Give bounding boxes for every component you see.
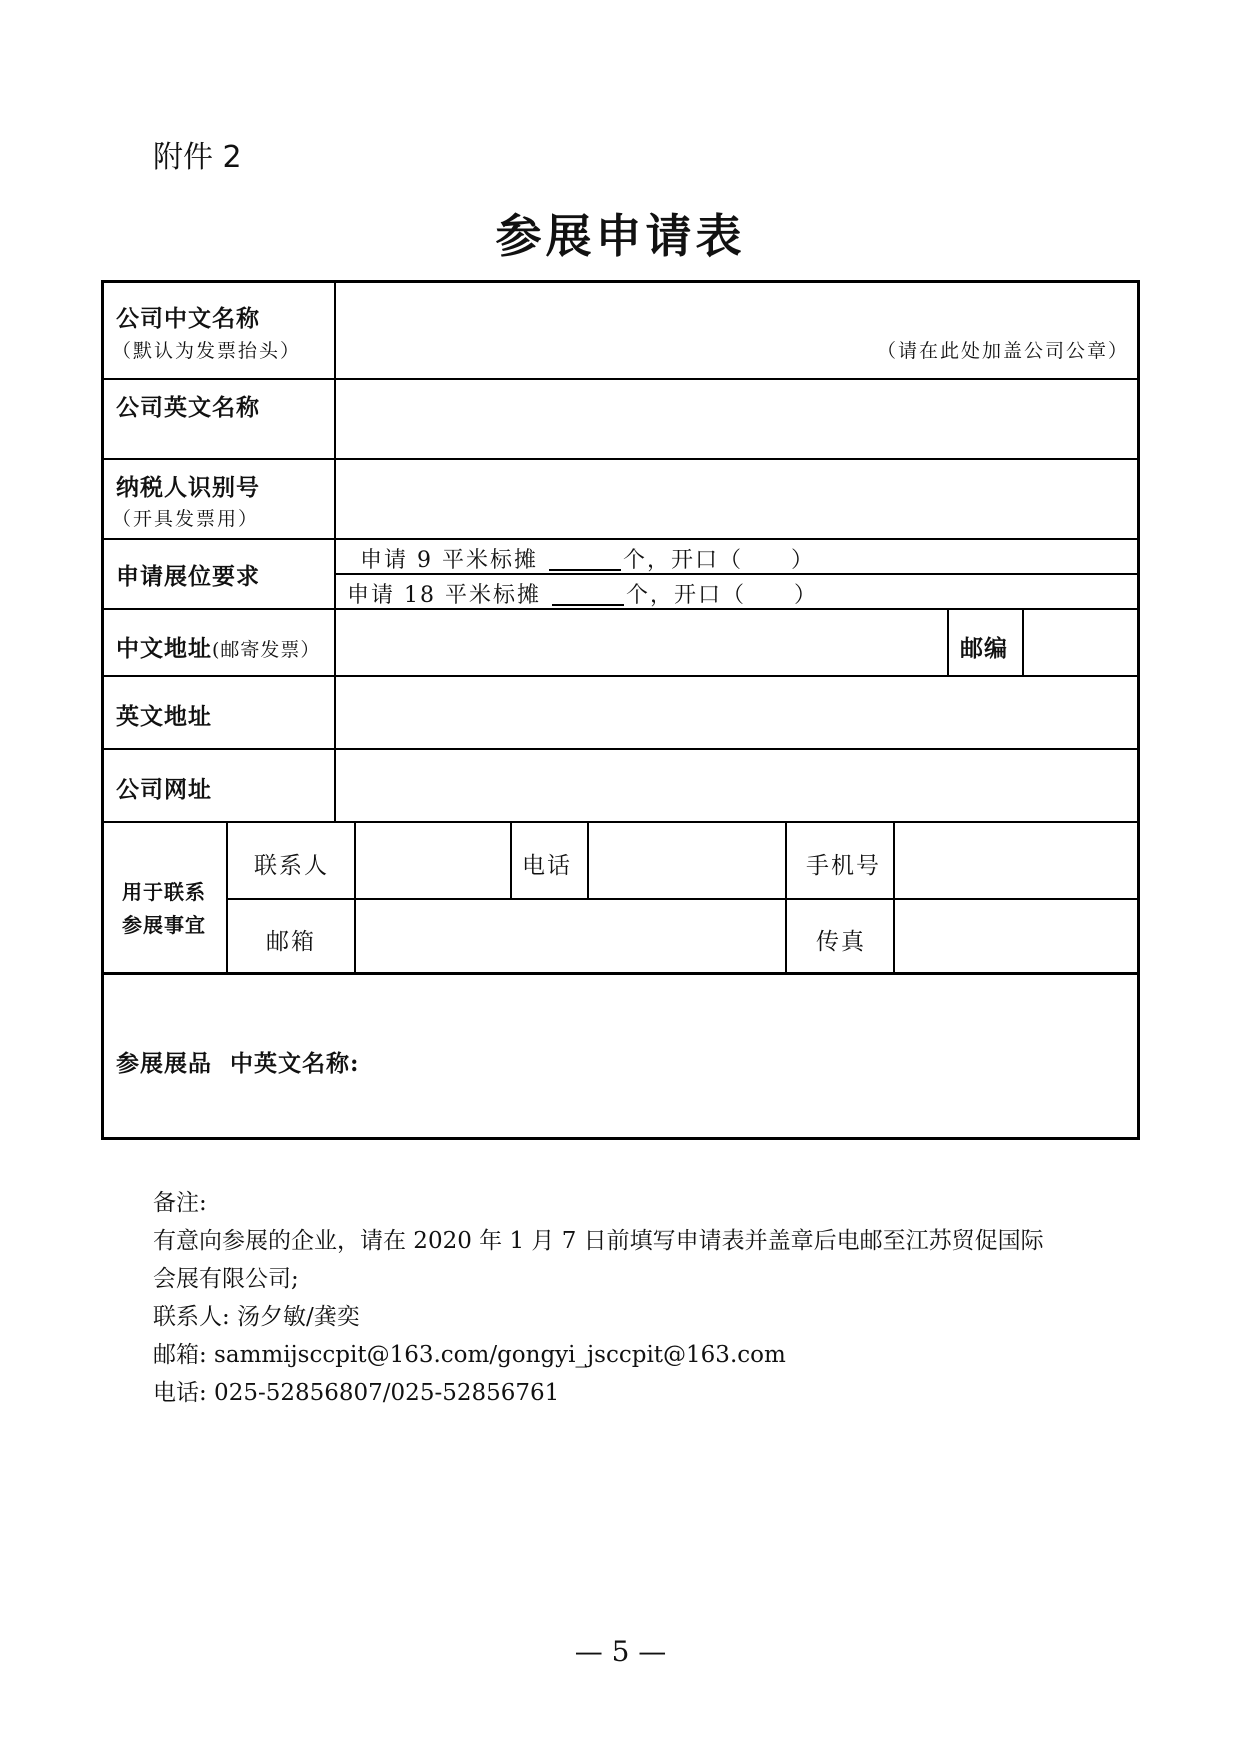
booth-9-close: ） [791,548,816,573]
row-divider [104,972,1137,975]
cn-address-input[interactable] [338,612,943,671]
row-divider [104,458,1137,460]
booth-option-18 [347,578,818,609]
row-divider [104,748,1137,750]
page-title: 参展申请表 [495,209,746,263]
email-input[interactable] [358,902,781,968]
booth-18-close: ） [794,583,819,608]
notes-line-2: 会展有限公司; [153,1266,299,1292]
contact-col-divider [354,821,356,972]
stamp-note: （请在此处加盖公司公章） [876,340,1129,362]
notes-phone: 电话: 025-52856807/025-52856761 [153,1380,560,1406]
booth-option-9 [360,543,815,574]
postcode-divider-left [947,608,949,675]
tax-id-input[interactable] [338,462,1133,534]
booth-9-unit: 个，开口（ [622,548,743,573]
notes-email: 邮箱: sammijsccpit@163.com/gongyi_jsccpit@163.com [153,1342,786,1368]
row-divider [104,821,1137,823]
cn-address-label: 中文地址 [116,635,212,662]
phone-input[interactable] [591,825,781,894]
booth-label: 申请展位要求 [116,563,260,590]
email-label: 邮箱 [266,929,316,955]
page-number: — 5 — [574,1635,667,1668]
cn-address-label-group [116,630,320,663]
notes-line-1: 有意向参展的企业，请在 2020 年 1 月 7 日前填写申请表并盖章后电邮至江苏贸促国际 [153,1228,1044,1254]
label-column-divider [334,283,336,821]
exhibits-label: 参展展品 中英文名称: [116,1050,360,1077]
contact-col-divider [893,821,895,972]
postcode-label: 邮编 [960,635,1008,662]
en-name-input[interactable] [338,382,1133,454]
row-divider [104,538,1137,540]
contact-person-input[interactable] [358,825,506,894]
fax-input[interactable] [897,902,1133,968]
contact-col-divider [587,821,589,898]
en-name-label: 公司英文名称 [116,394,260,421]
exhibits-input[interactable] [364,977,1133,1132]
website-input[interactable] [338,752,1133,817]
fax-label: 传真 [816,929,866,955]
application-form [101,280,1140,1140]
booth-9-prefix: 申请 9 平米标摊 [360,548,538,573]
booth-9-count-input[interactable] [549,549,621,571]
contact-group-divider [226,821,228,972]
postcode-input[interactable] [1026,612,1134,671]
en-address-label: 英文地址 [116,703,212,730]
row-divider [104,675,1137,677]
contact-person-label: 联系人 [254,853,329,879]
row-divider [104,378,1137,380]
website-label: 公司网址 [116,776,212,803]
contact-group-label-1: 用于联系 [122,880,206,904]
contact-col-divider [785,821,787,972]
booth-18-count-input[interactable] [552,584,624,606]
notes-contact: 联系人: 汤夕敏/龚奕 [153,1304,360,1330]
en-address-input[interactable] [338,679,1133,744]
cn-name-label: 公司中文名称 [116,305,260,332]
phone-label: 电话 [522,853,572,879]
cn-address-sublabel: (邮寄发票） [212,639,321,661]
attachment-label: 附件 2 [153,140,242,175]
cn-name-input[interactable] [338,285,1133,329]
tax-id-label: 纳税人识别号 [116,474,260,501]
cn-name-sublabel: （默认为发票抬头） [112,340,302,362]
contact-row-divider [226,898,1137,900]
contact-group-label-2: 参展事宜 [122,913,206,937]
booth-18-prefix: 申请 18 平米标摊 [347,583,541,608]
contact-col-divider [510,821,512,898]
postcode-divider-right [1022,608,1024,675]
mobile-input[interactable] [897,825,1133,894]
tax-id-sublabel: （开具发票用） [112,508,260,530]
booth-18-unit: 个，开口（ [625,583,746,608]
mobile-label: 手机号 [806,853,881,879]
notes-heading: 备注: [153,1190,207,1216]
notes-section [153,1184,1044,1412]
